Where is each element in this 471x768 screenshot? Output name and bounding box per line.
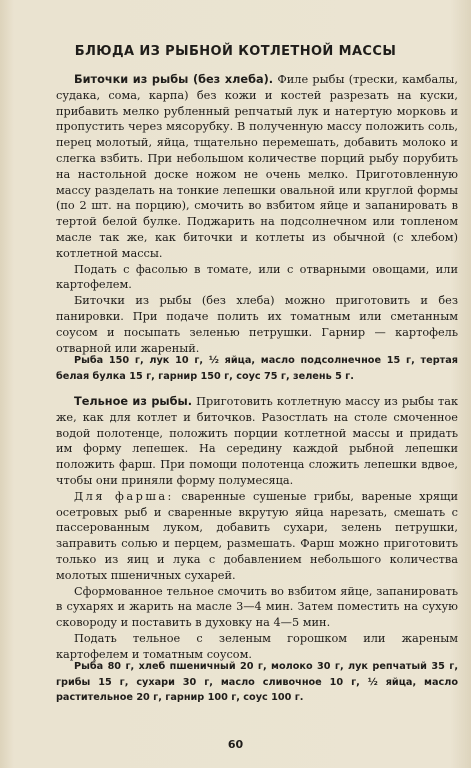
section-bitochki — [56, 72, 458, 356]
section-heading: Биточки из рыбы (без хлеба). — [74, 73, 274, 86]
paragraph — [56, 489, 458, 584]
paragraph: Биточки из рыбы (без хлеба) можно приготовить и без панировки. При подаче полить их томатным или сметанным соусом и посыпать зеленью петрушки. Гарнир — картофель отварной или жареный. — [56, 294, 458, 355]
recipe-ingredients: Рыба 80 г, хлеб пшеничный 20 г, молоко 30 г, лук репчатый 35 г, грибы 15 г, сухари 30 г, масло сливочное 10 г, ½ яйца, масло растительное 20 г, гарнир 100 г, соус 100 г. — [56, 661, 458, 704]
section-heading: Тельное из рыбы. — [74, 395, 193, 408]
paragraph — [56, 394, 458, 489]
filling-label: Для фарша: — [74, 489, 174, 503]
recipe-ingredients: Рыба 150 г, лук 10 г, ½ яйца, масло подсолнечное 15 г, тертая белая булка 15 г, гарнир 150 г, соус 75 г, зелень 5 г. — [56, 355, 458, 382]
paragraph-text: Филе рыбы (трески, камбалы, судака, сома, карпа) без кожи и костей разрезать на куски, прибавить мелко рубленный репчатый лук и натертую морковь и пропустить через мясорубку. В полученную массу положить соль, перец молотый, яйца, тщательно перемешать, добавить молоко и слегка взбить. При небольшом количестве порций рыбу порубить на настольной доске ножом не очень мелко. Приготовленную массу разделать на тонкие лепешки овальной или круглой формы (по 2 шт. на порцию), смочить во взбитом яйце и запанировать в тертой белой булке. Поджарить на подсолнечном или топленом масле так же, как биточки и котлеты из обычной (с хлебом) котлетной массы. — [56, 73, 458, 260]
page-title: БЛЮДА ИЗ РЫБНОЙ КОТЛЕТНОЙ МАССЫ — [74, 44, 397, 59]
paragraph — [56, 72, 458, 262]
section-telnoe — [56, 394, 458, 663]
paragraph-text: сваренные сушеные грибы, вареные хрящи осетровых рыб и сваренные вкрутую яйца нарезать, смешать с пассерованным луком, добавить сухари, зелень петрушки, заправить солью и перцем, размешать. Фарш можно приготовить только из яиц и лука с добавлением небольшого количества молотых пшеничных сухарей. — [56, 489, 458, 582]
paragraph: Сформованное тельное смочить во взбитом яйце, запанировать в сухарях и жарить на масле 3—4 мин. Затем поместить на сухую сковороду и поставить в духовку на 4—5 мин. — [56, 584, 458, 630]
paragraph: Подать с фасолью в томате, или с отварными овощами, или картофелем. — [56, 262, 458, 292]
page-number: 60 — [227, 738, 244, 751]
paragraph: Подать тельное с зеленым горошком или жареным картофелем и томатным соусом. — [56, 631, 458, 661]
paragraph-text: Приготовить котлетную массу из рыбы так же, как для котлет и биточков. Разостлать на столе смоченное водой полотенце, положить порции котлетной массы и придать им форму лепешек. На середину каждой рыбной лепешки положить фарш. При помощи полотенца сложить лепешки вдвое, чтобы они приняли форму полумесяца. — [56, 395, 459, 487]
